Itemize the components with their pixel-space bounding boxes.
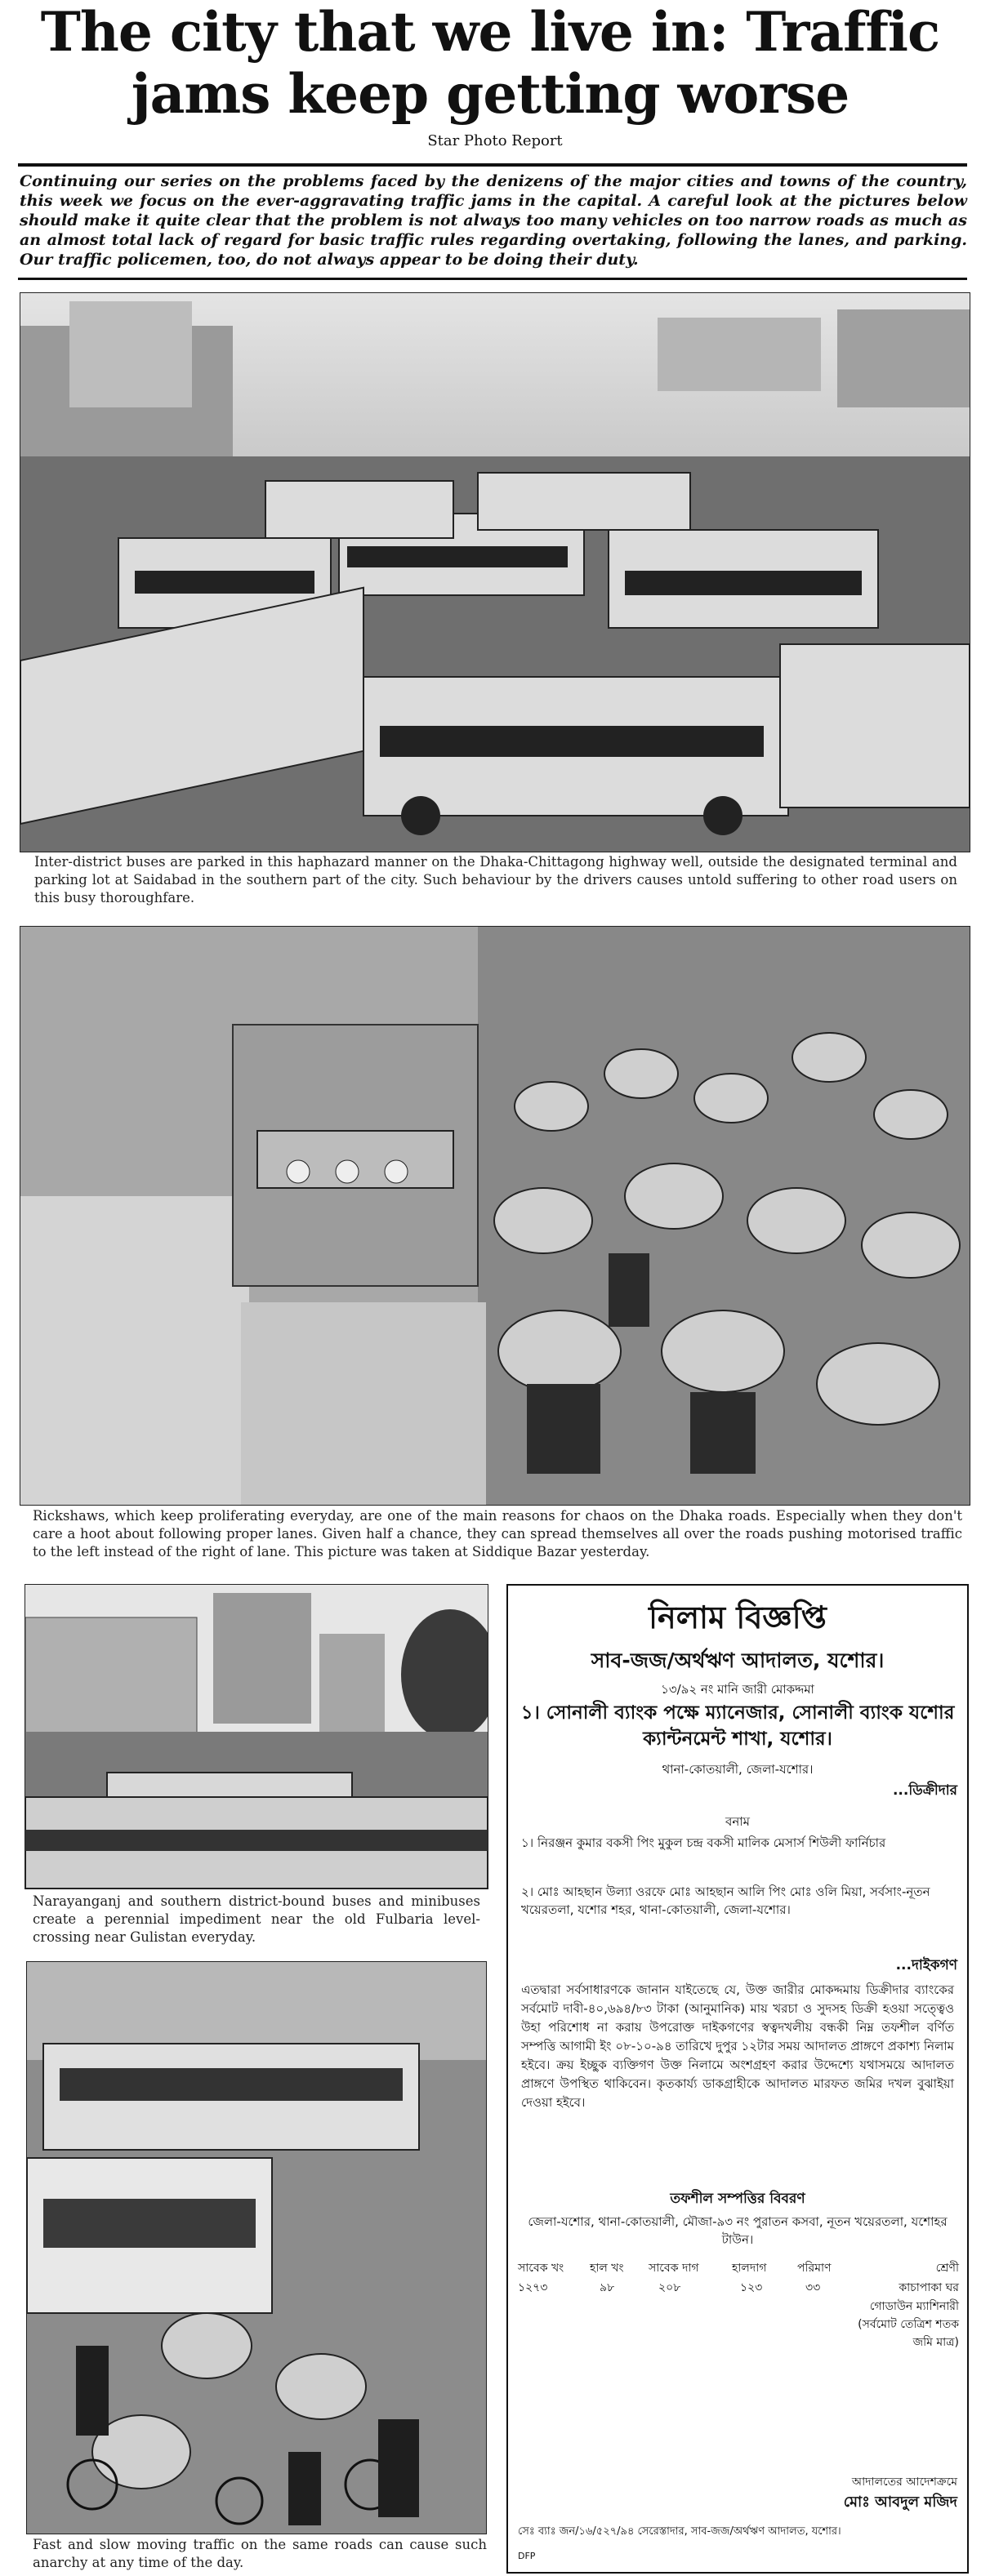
caption-photo-1: Inter-district buses are parked in this haphazard manner on the Dhaka-Chittagong highway well, outside the designated terminal and parking lot at Saidabad in the southern part of the city. Such behaviour by the drivers causes untold suffering to other road users on this busy thoroughfare. [34, 854, 957, 905]
schedule-table-header-row [518, 2258, 959, 2278]
intro-paragraph: Continuing our series on the problems faced by the denizens of the major cities and towns of the country, this week we focus on the ever-aggravating traffic jams in the capital. A careful look at the pictures below should make it quite clear that the problem is not always too many vehicles on too narrow roads as much as an almost total lack of regard for basic traffic rules regarding overtaking, following the lanes, and parking. Our traffic policemen, too, do not always appear to be doing their duty. [20, 172, 967, 269]
headline-line-2: jams keep getting worse [131, 62, 850, 126]
schedule-cell-new-plot: ১২৩ [740, 2281, 763, 2294]
notice-plaintiff: ১। সোনালী ব্যাংক পক্ষে ম্যানেজার, সোনালী ব্যাংক যশোর ক্যান্টনমেন্ট শাখা, যশোর। [520, 1702, 955, 1750]
byline: Star Photo Report [427, 132, 563, 149]
fulbaria-photo-illustration [25, 1585, 488, 1889]
schedule-cell-new-khatian: ৯৮ [600, 2281, 615, 2294]
notice-defendant-2: ২। মোঃ আহছান উল্যা ওরফে মোঃ আহছান আলি পিং মোঃ ওলি মিয়া, সর্বসাং-নূতন খয়েরতলা, যশোর শহর, থানা-কোতয়ালী, জেলা-যশোর। [521, 1884, 930, 1917]
caption-photo-2: Rickshaws, which keep proliferating everyday, are one of the main reasons for chaos on the Dhaka roads. Especially when they don't care a hoot about following proper lanes. Given half a chance, they can spread themselves all over the roads pushing motorised traffic to the left instead of the right of lane. This picture was taken at Siddique Bazar yesterday. [33, 1508, 962, 1559]
schedule-header-new-plot: হালদাগ [732, 2262, 767, 2275]
caption-photo-3: Narayanganj and southern district-bound buses and minibuses create a perennial impediment near the old Fulbaria level-crossing near Gulistan everyday. [33, 1893, 480, 1945]
notice-debtors: ...দাইকগণ [895, 1957, 957, 1973]
notice-signatory: মোঃ আবদুল মজিদ [843, 2494, 957, 2511]
schedule-header-quantity: পরিমাণ [797, 2262, 832, 2275]
schedule-header-new-khatian: হাল খং [590, 2262, 624, 2275]
notice-body: এতদ্বারা সর্বসাধারণকে জানান যাইতেছে যে, উক্ত জারীর মোকদ্দমায় ডিক্রীদার ব্যাংকের সর্বমোট দাবী-৪০,৬৯৪/৮৩ টাকা (আনুমানিক) মায় খরচা ও সুদসহ ডিক্রী হওয়া সত্ত্বেও উহা পরিশোধ না করায় উপরোক্ত দাইকগণের স্বত্বদখলীয় বন্ধকী নিম্ন তফশীল বর্ণিত সম্পত্তি আগামী ইং ০৮-১০-৯৪ তারিখে দুপুর ১২টার সময় আদালত প্রাঙ্গণে প্রকাশ্য নিলাম হইবে। ক্রয় ইচ্ছুক ব্যক্তিগণ উক্ত নিলামে অংশগ্রহণ করার উদ্দেশ্যে যথাসময়ে আদালত প্রাঙ্গণে উপস্থিত থাকিবেন। কৃতকার্য্য ডাকগ্রাহীকে আদালত মারফত জমির দখল বুঝাইয়া দেওয়া হইবে। [521, 1982, 954, 2110]
auction-notice [506, 1584, 969, 2574]
photo-rickshaws-siddique-bazar [20, 926, 970, 1506]
schedule-cell-old-khatian: ১২৭৩ [518, 2281, 548, 2294]
notice-court: সাব-জজ/অর্থঋণ আদালত, যশোর। [591, 1648, 885, 1672]
schedule-table-row [518, 2278, 959, 2298]
notice-case-number: ১৩/৯২ নং মানি জারী মোকদ্দমা [661, 1682, 814, 1697]
notice-schedule-title: তফশীল সম্পত্তির বিবরণ [670, 2191, 805, 2207]
buses-photo-illustration [20, 293, 970, 852]
notice-schedule-table [518, 2258, 959, 2351]
headline-line-1: The city that we live in: Traffic [40, 0, 940, 64]
notice-decree-holder: ...ডিক্রীদার [892, 1782, 957, 1799]
schedule-header-class: শ্রেণী [935, 2262, 959, 2275]
intro-bottom-rule [18, 278, 967, 280]
photo-buses-saidabad [20, 292, 970, 852]
schedule-cell-class: কাচাপাকা ঘর [899, 2281, 959, 2294]
photo-fulbaria-buses [25, 1584, 488, 1889]
notice-order-by: আদালতের আদেশক্রমে [851, 2476, 957, 2489]
notice-code: DFP [518, 2551, 536, 2561]
photo-mixed-traffic [26, 1961, 487, 2534]
notice-versus: বনাম [725, 1814, 750, 1829]
mixed-traffic-photo-illustration [27, 1962, 486, 2534]
intro-top-rule [18, 163, 967, 167]
notice-title: নিলাম বিজ্ঞপ্তি [649, 1599, 827, 1635]
schedule-header-old-khatian: সাবেক খং [518, 2262, 564, 2275]
rickshaws-photo-illustration [20, 927, 970, 1505]
caption-photo-4: Fast and slow moving traffic on the same roads can cause such anarchy at any time of the day. [33, 2537, 487, 2570]
notice-schedule-location: জেলা-যশোর, থানা-কোতয়ালী, মৌজা-৯৩ নং পুরাতন কসবা, নূতন খয়েরতলা, যশোহর টাউন। [528, 2214, 948, 2247]
schedule-note-1: গোডাউন ম্যাশিনারী [869, 2300, 959, 2313]
notice-plaintiff-address: থানা-কোতয়ালী, জেলা-যশোর। [662, 1762, 814, 1777]
schedule-note-3: জমি মাত্র) [912, 2336, 959, 2349]
notice-defendant-1: ১। নিরঞ্জন কুমার বকসী পিং মুকুল চন্দ্র বকসী মালিক মেসার্স শিউলী ফার্নিচার [521, 1835, 886, 1850]
schedule-cell-quantity: ৩৩ [805, 2281, 821, 2294]
notice-footer: সেঃ ব্যাঃ জন/১৬/৫২৭/৯৪ সেরেস্তাদার, সাব-জজ/অর্থঋণ আদালত, যশোর। [518, 2525, 841, 2538]
schedule-cell-old-plot: ২০৮ [658, 2281, 681, 2294]
schedule-header-old-plot: সাবেক দাগ [649, 2262, 699, 2275]
schedule-note-2: (সর্বমোট তেত্রিশ শতক [858, 2318, 959, 2331]
